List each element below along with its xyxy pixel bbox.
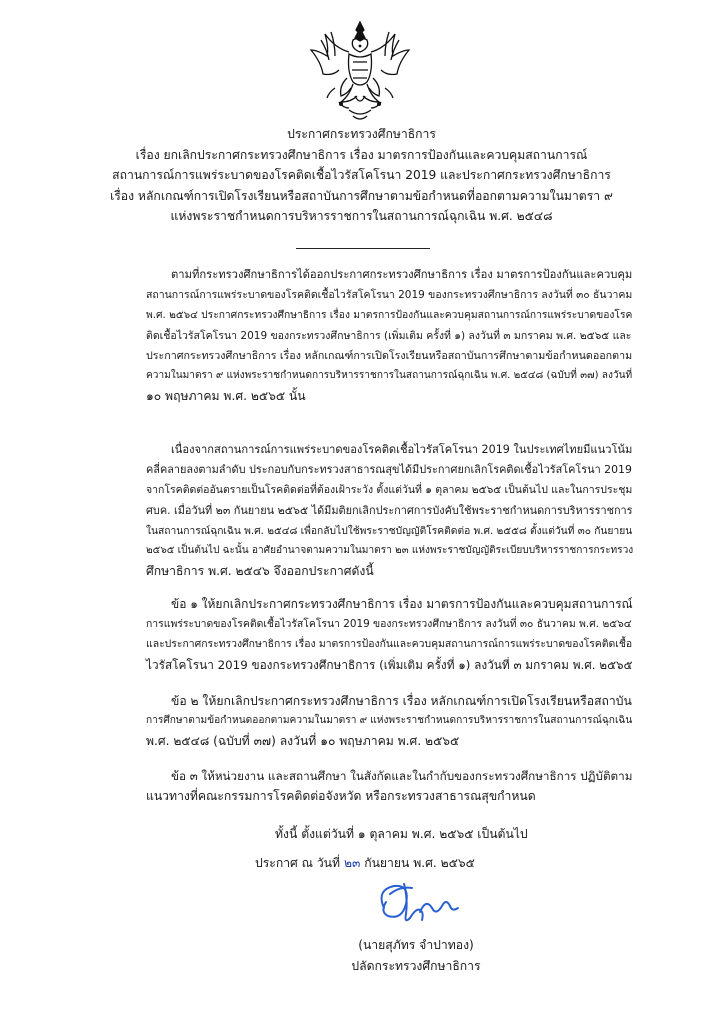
text-line: ในสถานการณ์ฉุกเฉิน พ.ศ. ๒๕๔๘ เพื่อกลับไปใช้พระราชบัญญัติโรคติดต่อ พ.ศ. ๒๕๕๘ ตั้งแต่วันที่ ๓๐ กันยายน — [146, 524, 633, 537]
header-line-title: ประกาศกระทรวงศึกษาธิการ — [287, 127, 436, 141]
header-line: สถานการณ์การแพร่ระบาดของโรคติดเชื้อไวรัสโคโรนา 2019 และประกาศกระทรวงศึกษาธิการ — [112, 168, 611, 182]
text-line: ไวรัสโคโรนา 2019 ของกระทรวงศึกษาธิการ (เพิ่มเติม ครั้งที่ ๑) ลงวันที่ ๓ มกราคม พ.ศ. ๒๕๖๕ — [146, 657, 633, 672]
header-line: แห่งพระราชกำหนดการบริหารราชการในสถานการณ์ฉุกเฉิน พ.ศ. ๒๕๔๘ — [170, 209, 553, 223]
text-line: การแพร่ระบาดของโรคติดเชื้อไวรัสโคโรนา 2019 ของกระทรวงศึกษาธิการ ลงวันที่ ๓๐ ธันวาคม พ.ศ. ๒๕๖๔ — [146, 618, 632, 631]
text-line: ข้อ ๓ ให้หน่วยงาน และสถานศึกษา ในสังกัดและในกำกับของกระทรวงศึกษาธิการ ปฏิบัติตาม — [171, 769, 633, 783]
text-line: ศบค. เมื่อวันที่ ๒๓ กันยายน ๒๕๖๕ ได้มีมติยกเลิกประกาศการบังคับใช้พระราชกำหนดการบริหารราชการ — [146, 503, 633, 517]
text-line: ศึกษาธิการ พ.ศ. ๒๕๔๖ จึงออกประกาศดังนี้ — [146, 564, 374, 579]
announcement-date — [255, 853, 475, 873]
text-line: ข้อ ๑ ให้ยกเลิกประกาศกระทรวงศึกษาธิการ เรื่อง มาตรการป้องกันและควบคุมสถานการณ์ — [171, 597, 633, 611]
signer-block — [336, 935, 496, 977]
effective-date: ทั้งนี้ ตั้งแต่วันที่ ๑ ตุลาคม พ.ศ. ๒๕๖๕ เป็นต้นไป — [275, 827, 528, 841]
text-line: ประกาศกระทรวงศึกษาธิการ เรื่อง หลักเกณฑ์การเปิดโรงเรียนหรือสถาบันการศึกษาตามข้อกำหนดออกตาม — [146, 348, 633, 362]
garuda-emblem-icon — [309, 18, 411, 124]
text-line: พ.ศ. ๒๕๔๘ (ฉบับที่ ๓๗) ลงวันที่ ๑๐ พฤษภาคม พ.ศ. ๒๕๖๕ — [146, 734, 460, 749]
announced-suffix: กันยายน พ.ศ. ๒๕๖๕ — [364, 856, 475, 870]
header-divider — [296, 248, 430, 249]
text-line: สถานการณ์การแพร่ระบาดของโรคติดเชื้อไวรัสโคโรนา 2019 ของกระทรวงศึกษาธิการ ลงวันที่ ๓๐ ธันวาคม — [146, 289, 633, 302]
text-line: เนื่องจากสถานการณ์การแพร่ระบาดของโรคติดเชื้อไวรัสโคโรนา 2019 ในประเทศไทยมีแนวโน้ม — [171, 443, 633, 456]
text-line: ๑๐ พฤษภาคม พ.ศ. ๒๕๖๕ นั้น — [146, 389, 306, 404]
text-line: แนวทางที่คณะกรรมการโรคติดต่อจังหวัด หรือกระทรวงสาธารณสุขกำหนด — [146, 789, 536, 804]
text-line: การศึกษาตามข้อกำหนดออกตามความในมาตรา ๙ แห่งพระราชกำหนดการบริหารราชการในสถานการณ์ฉุกเฉิน — [146, 715, 633, 727]
signer-title: ปลัดกระทรวงศึกษาธิการ — [351, 959, 481, 973]
text-line: และประกาศกระทรวงศึกษาธิการ เรื่อง มาตรการป้องกันและควบคุมสถานการณ์การแพร่ระบาดของโรคติดเชื้อ — [146, 638, 633, 651]
paragraph-background — [146, 265, 637, 406]
announced-prefix: ประกาศ ณ วันที่ — [255, 856, 341, 870]
text-line: ๒๕๖๕ เป็นต้นไป ฉะนั้น อาศัยอำนาจตามความในมาตรา ๒๓ แห่งพระราชบัญญัติระเบียบบริหารราชการกระทรวง — [146, 545, 634, 557]
announced-day: ๒๓ — [343, 856, 361, 870]
text-line: จากโรคติดต่ออันตรายเป็นโรคติดต่อที่ต้องเฝ้าระวัง ตั้งแต่วันที่ ๑ ตุลาคม ๒๕๖๕ เป็นต้นไป และในการประชุม — [146, 484, 633, 497]
text-line: ข้อ ๒ ให้ยกเลิกประกาศกระทรวงศึกษาธิการ เรื่อง หลักเกณฑ์การเปิดโรงเรียนหรือสถาบัน — [171, 694, 632, 708]
text-line: ติดเชื้อไวรัสโคโรนา 2019 ของกระทรวงศึกษาธิการ (เพิ่มเติม ครั้งที่ ๑) ลงวันที่ ๓ มกราคม พ.ศ. ๒๕๖๕ และ — [146, 329, 632, 342]
header-line-subject: เรื่อง ยกเลิกประกาศกระทรวงศึกษาธิการ เรื่อง มาตรการป้องกันและควบคุมสถานการณ์ — [135, 147, 588, 162]
paragraph-clause-2 — [146, 691, 637, 752]
handwritten-signature-icon — [370, 872, 478, 932]
paragraph-rationale — [146, 440, 637, 581]
text-line: ความในมาตรา ๙ แห่งพระราชกำหนดการบริหารราชการในสถานการณ์ฉุกเฉิน พ.ศ. ๒๕๔๘ (ฉบับที่ ๓๗) ลงวันที่ — [146, 370, 633, 382]
paragraph-clause-1 — [146, 594, 637, 675]
text-line: พ.ศ. ๒๕๖๔ ประกาศกระทรวงศึกษาธิการ เรื่อง มาตรการป้องกันและควบคุมสถานการณ์การแพร่ระบาดของโรค — [146, 309, 633, 322]
paragraph-clause-3 — [146, 766, 637, 806]
announcement-header — [90, 124, 633, 227]
signer-name: (นายสุภัทร จำปาทอง) — [358, 938, 474, 952]
header-line: เรื่อง หลักเกณฑ์การเปิดโรงเรียนหรือสถาบันการศึกษาตามข้อกำหนดที่ออกตามความในมาตรา ๙ — [110, 188, 613, 203]
text-line: คลี่คลายลงตามลำดับ ประกอบกับกระทรวงสาธารณสุขได้มีประกาศยกเลิกโรคติดเชื้อไวรัสโคโรนา 2019 — [146, 463, 632, 477]
text-line: ตามที่กระทรวงศึกษาธิการได้ออกประกาศกระทรวงศึกษาธิการ เรื่อง มาตรการป้องกันและควบคุม — [171, 268, 633, 281]
